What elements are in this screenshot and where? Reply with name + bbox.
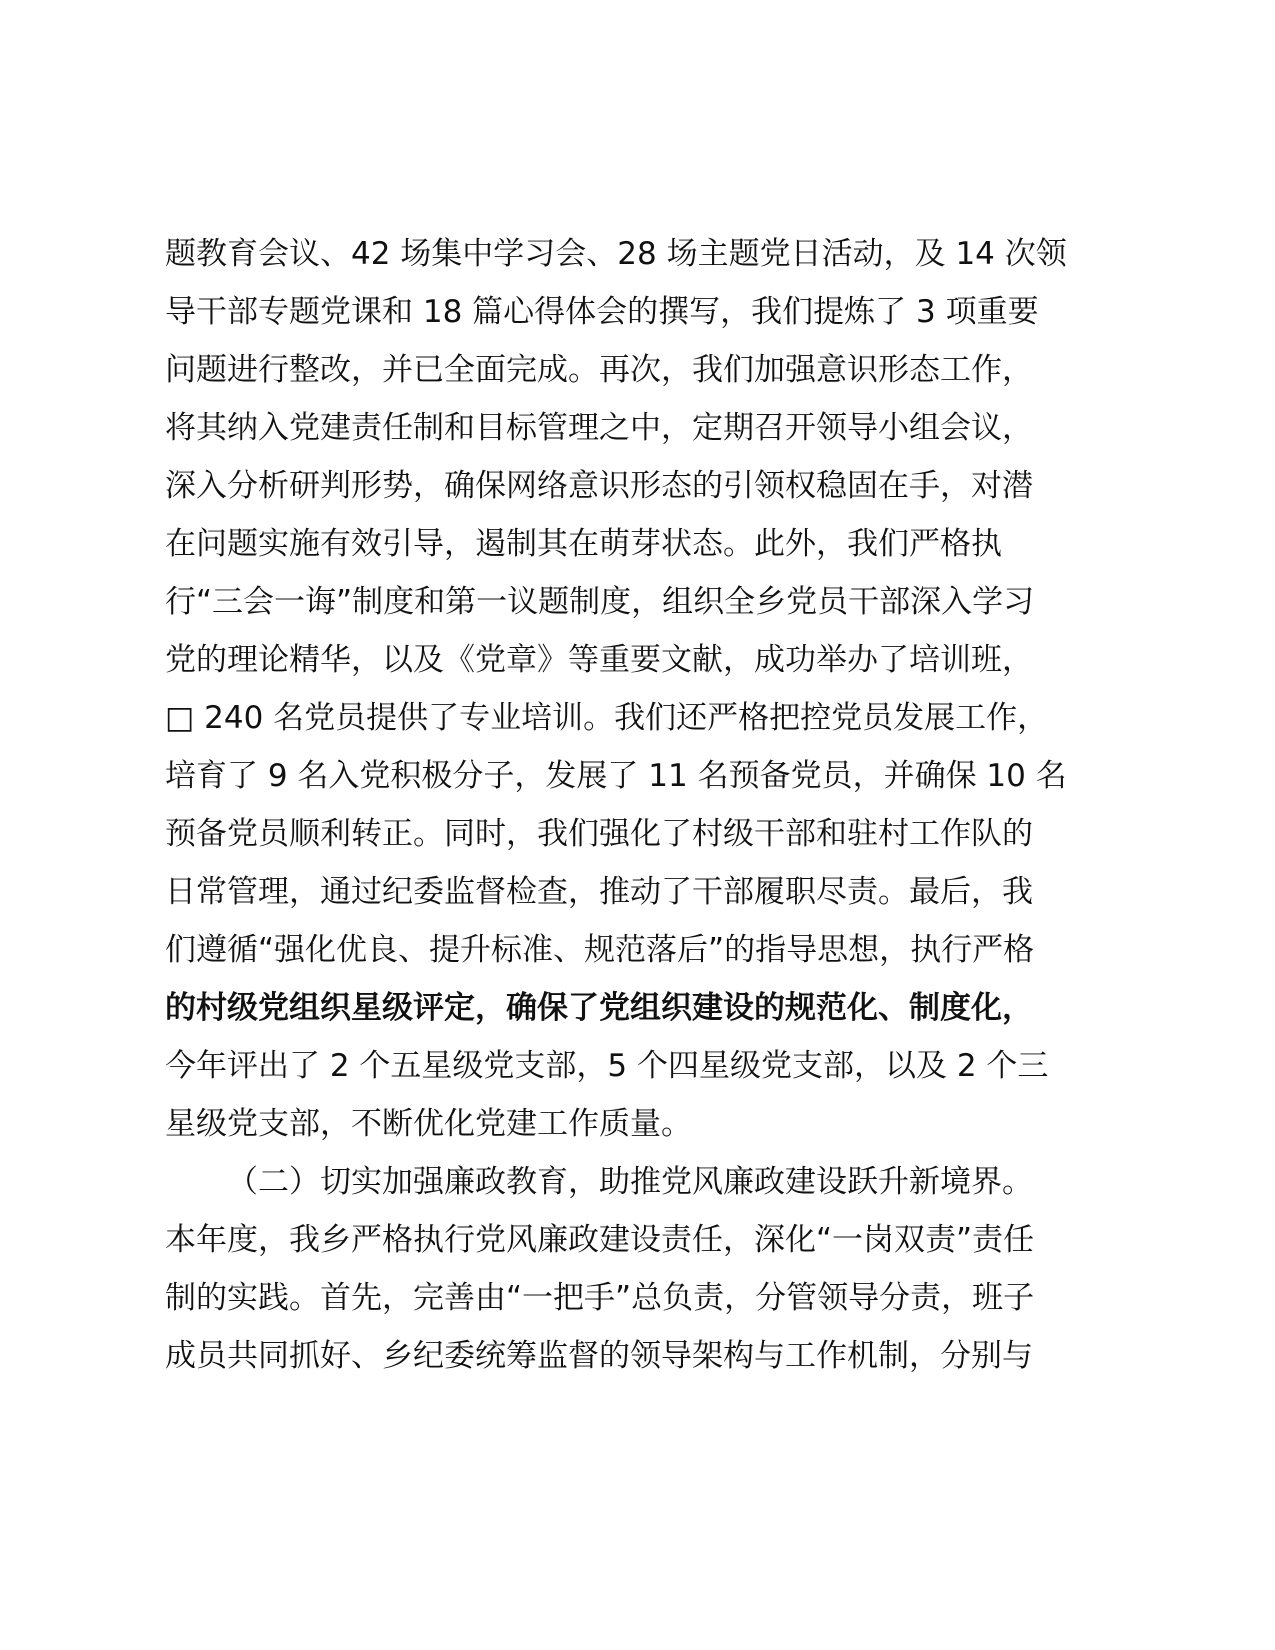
text-line-9: □ 240 名党员提供了专业培训。我们还严格把控党员发展工作， bbox=[165, 700, 1049, 736]
text-line-16: 星级党支部，不断优化党建工作质量。 bbox=[165, 1106, 692, 1142]
text-line-6: 在问题实施有效引导，遏制其在萌芽状态。此外，我们严格执 bbox=[165, 526, 1002, 562]
body-text bbox=[165, 225, 1125, 1385]
text-line-18: 本年度，我乡严格执行党风廉政建设责任，深化“一岗双责”责任 bbox=[165, 1222, 1035, 1258]
text-line-8: 党的理论精华，以及《党章》等重要文献，成功举办了培训班， bbox=[165, 642, 1033, 678]
text-line-12: 日常管理，通过纪委监督检查，推动了干部履职尽责。最后，我 bbox=[165, 874, 1033, 910]
text-line-7: 行“三会一诲”制度和第一议题制度，组织全乡党员干部深入学习 bbox=[165, 584, 1035, 620]
text-line-19: 制的实践。首先，完善由“一把手”总负责，分管领导分责，班子 bbox=[165, 1280, 1035, 1316]
text-line-1: 题教育会议、42 场集中学习会、28 场主题党日活动，及 14 次领 bbox=[165, 236, 1067, 272]
text-line-14: 的村级党组织星级评定，确保了党组织建设的规范化、制度化， bbox=[165, 990, 1033, 1026]
text-line-13: 们遵循“强化优良、提升标准、规范落后”的指导思想，执行严格 bbox=[165, 932, 1035, 968]
section-heading: （二）切实加强廉政教育，助推党风廉政建设跃升新境界。 bbox=[227, 1164, 1033, 1200]
text-line-3: 问题进行整改，并已全面完成。再次，我们加强意识形态工作， bbox=[165, 352, 1033, 388]
text-line-20: 成员共同抓好、乡纪委统筹监督的领导架构与工作机制，分别与 bbox=[165, 1338, 1033, 1374]
text-line-2: 导干部专题党课和 18 篇心得体会的撰写，我们提炼了 3 项重要 bbox=[165, 294, 1039, 330]
text-line-11: 预备党员顺利转正。同时，我们强化了村级干部和驻村工作队的 bbox=[165, 816, 1033, 852]
text-line-5: 深入分析研判形势，确保网络意识形态的引领权稳固在手，对潜 bbox=[165, 468, 1033, 504]
text-line-4: 将其纳入党建责任制和目标管理之中，定期召开领导小组会议， bbox=[165, 410, 1033, 446]
text-line-10: 培育了 9 名入党积极分子，发展了 11 名预备党员，并确保 10 名 bbox=[165, 758, 1067, 794]
text-line-15: 今年评出了 2 个五星级党支部，5 个四星级党支部，以及 2 个三 bbox=[165, 1048, 1049, 1084]
